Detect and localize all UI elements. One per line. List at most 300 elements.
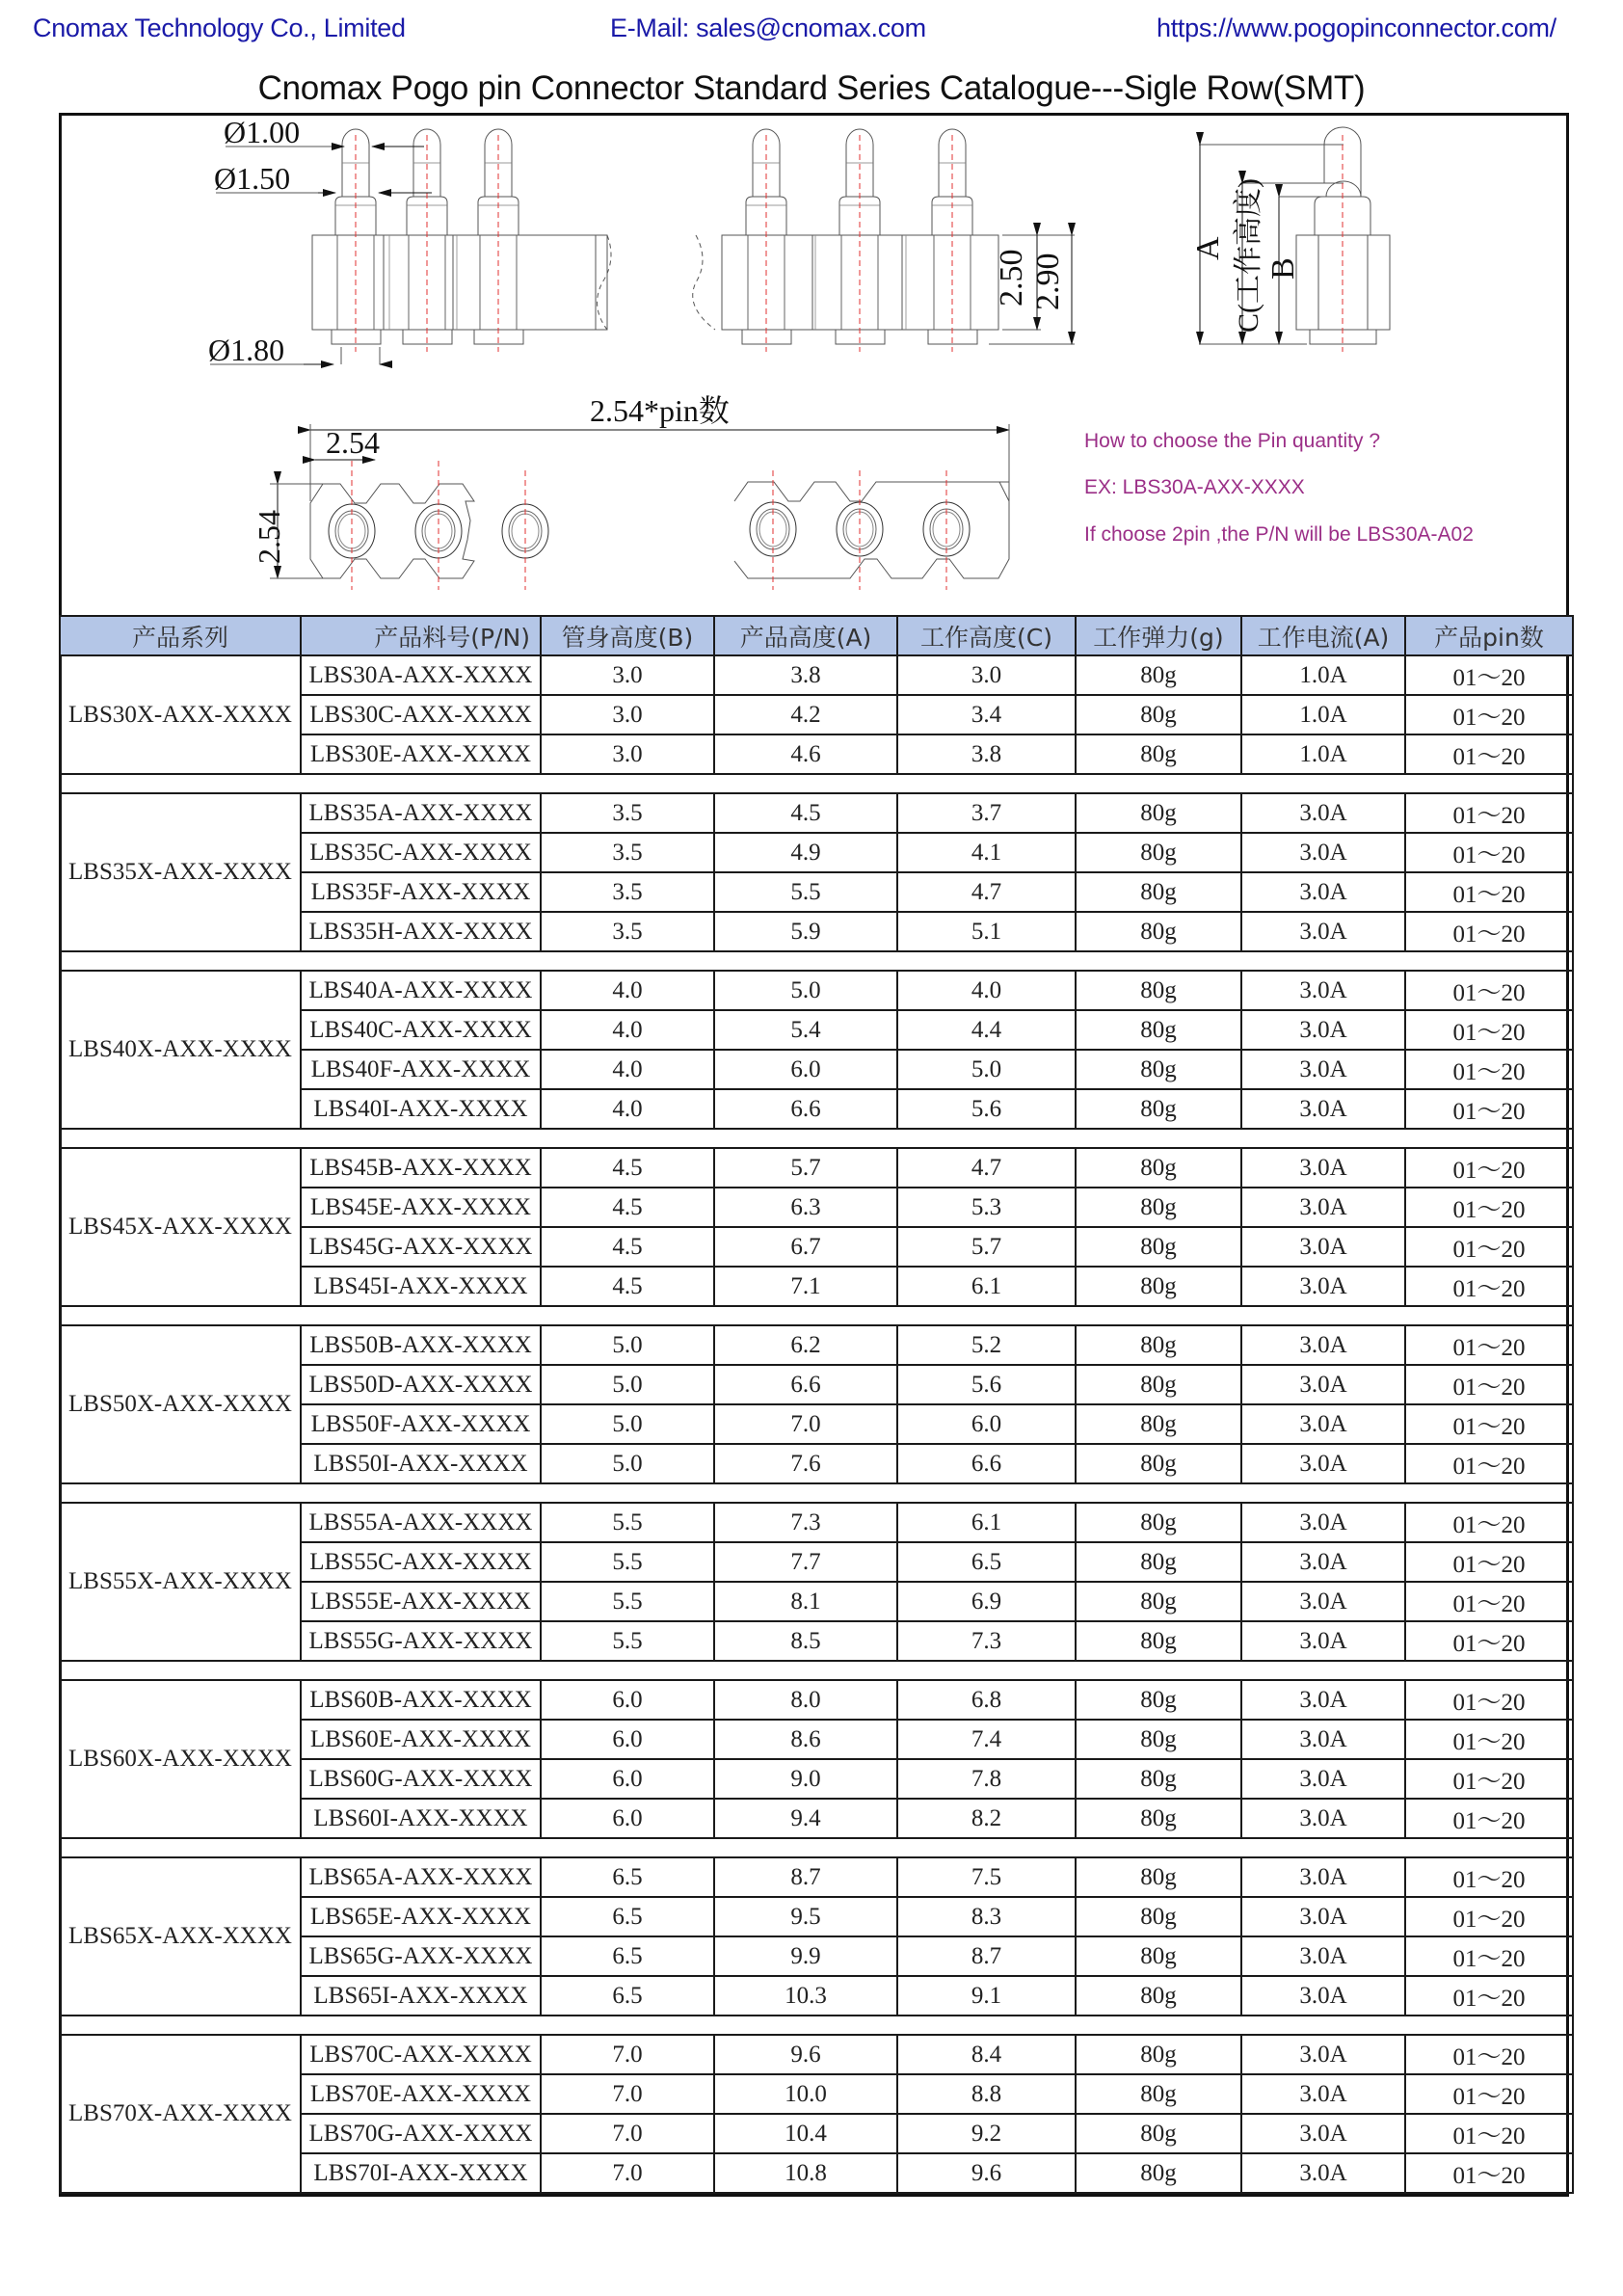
svg-text:2.54: 2.54: [252, 510, 286, 564]
right-pin-group: [693, 129, 1075, 352]
spring-force-cell: 80g: [1076, 1582, 1241, 1621]
current-cell: 3.0A: [1241, 1365, 1405, 1404]
pin-count-cell: 01～20: [1405, 1720, 1573, 1759]
group-spacer-row: [60, 774, 1573, 793]
spring-force-cell: 80g: [1076, 1444, 1241, 1483]
left-pin-group: [312, 129, 611, 352]
product-height-cell: 9.6: [714, 2035, 897, 2074]
spring-force-cell: 80g: [1076, 1857, 1241, 1897]
part-number-cell: LBS35A-AXX-XXXX: [301, 793, 541, 833]
current-cell: 3.0A: [1241, 2074, 1405, 2114]
part-number-cell: LBS60E-AXX-XXXX: [301, 1720, 541, 1759]
current-cell: 3.0A: [1241, 1089, 1405, 1129]
current-cell: 3.0A: [1241, 1325, 1405, 1365]
svg-text:2.90: 2.90: [1030, 253, 1066, 310]
current-cell: 3.0A: [1241, 971, 1405, 1010]
current-cell: 3.0A: [1241, 872, 1405, 912]
pin-count-cell: 01～20: [1405, 734, 1573, 774]
current-cell: 3.0A: [1241, 1759, 1405, 1799]
working-height-cell: 9.6: [897, 2153, 1076, 2193]
spring-force-cell: 80g: [1076, 1621, 1241, 1661]
table-row: [60, 1148, 1573, 1188]
product-height-cell: 4.6: [714, 734, 897, 774]
part-number-cell: LBS45G-AXX-XXXX: [301, 1227, 541, 1267]
tube-height-cell: 3.5: [541, 912, 714, 951]
spacer-cell: [60, 2016, 1573, 2035]
working-height-cell: 5.2: [897, 1325, 1076, 1365]
working-height-cell: 4.7: [897, 872, 1076, 912]
spring-force-cell: 80g: [1076, 1227, 1241, 1267]
spring-force-cell: 80g: [1076, 872, 1241, 912]
product-height-cell: 6.2: [714, 1325, 897, 1365]
current-cell: 3.0A: [1241, 1010, 1405, 1050]
pin-count-cell: 01～20: [1405, 2153, 1573, 2193]
tube-height-cell: 4.5: [541, 1188, 714, 1227]
tube-height-cell: 5.5: [541, 1542, 714, 1582]
part-number-cell: LBS35H-AXX-XXXX: [301, 912, 541, 951]
spring-force-cell: 80g: [1076, 1799, 1241, 1838]
spring-force-cell: 80g: [1076, 2074, 1241, 2114]
pin-count-cell: 01～20: [1405, 695, 1573, 734]
working-height-cell: 5.6: [897, 1365, 1076, 1404]
series-cell: LBS40X-AXX-XXXX: [60, 971, 301, 1129]
working-height-cell: 7.3: [897, 1621, 1076, 1661]
dim-height-250: 2.50: [994, 249, 1029, 307]
working-height-cell: 4.4: [897, 1010, 1076, 1050]
tube-height-cell: 6.0: [541, 1720, 714, 1759]
product-height-cell: 9.5: [714, 1897, 897, 1936]
current-cell: 3.0A: [1241, 1444, 1405, 1483]
pin-count-cell: 01～20: [1405, 1897, 1573, 1936]
tube-height-cell: 6.0: [541, 1759, 714, 1799]
tube-height-cell: 5.0: [541, 1325, 714, 1365]
product-height-cell: 10.3: [714, 1976, 897, 2016]
catalogue-table: [59, 615, 1574, 2194]
product-height-cell: 5.0: [714, 971, 897, 1010]
side-view: [1190, 127, 1390, 352]
series-cell: LBS50X-AXX-XXXX: [60, 1325, 301, 1483]
website-link[interactable]: https://www.pogopinconnector.com/: [1157, 13, 1556, 42]
tube-height-cell: 4.5: [541, 1148, 714, 1188]
current-cell: 3.0A: [1241, 1936, 1405, 1976]
product-height-cell: 5.5: [714, 872, 897, 912]
pin-count-cell: 01～20: [1405, 1936, 1573, 1976]
part-number-cell: LBS40C-AXX-XXXX: [301, 1010, 541, 1050]
tube-height-cell: 5.0: [541, 1404, 714, 1444]
current-cell: 3.0A: [1241, 2035, 1405, 2074]
working-height-cell: 3.4: [897, 695, 1076, 734]
table-row: [60, 1503, 1573, 1542]
product-height-cell: 10.0: [714, 2074, 897, 2114]
col-header-pin-count: 产品pin数: [1405, 616, 1573, 655]
current-cell: 1.0A: [1241, 734, 1405, 774]
tube-height-cell: 3.5: [541, 793, 714, 833]
working-height-cell: 9.2: [897, 2114, 1076, 2153]
spring-force-cell: 80g: [1076, 1720, 1241, 1759]
svg-text:Ø1.50: Ø1.50: [214, 161, 291, 196]
spring-force-cell: 80g: [1076, 1542, 1241, 1582]
table-row: [60, 793, 1573, 833]
product-height-cell: 8.7: [714, 1857, 897, 1897]
spring-force-cell: 80g: [1076, 1089, 1241, 1129]
product-height-cell: 7.3: [714, 1503, 897, 1542]
col-header-tube-height: 管身高度(B): [541, 616, 714, 655]
current-cell: 1.0A: [1241, 695, 1405, 734]
part-number-cell: LBS40F-AXX-XXXX: [301, 1050, 541, 1089]
part-number-cell: LBS55A-AXX-XXXX: [301, 1503, 541, 1542]
series-cell: LBS55X-AXX-XXXX: [60, 1503, 301, 1661]
working-height-cell: 6.1: [897, 1503, 1076, 1542]
pin-count-cell: 01～20: [1405, 833, 1573, 872]
tube-height-cell: 3.0: [541, 695, 714, 734]
spring-force-cell: 80g: [1076, 695, 1241, 734]
series-cell: LBS70X-AXX-XXXX: [60, 2035, 301, 2193]
current-cell: 3.0A: [1241, 1267, 1405, 1306]
spring-force-cell: 80g: [1076, 1267, 1241, 1306]
tube-height-cell: 7.0: [541, 2074, 714, 2114]
svg-text:A: A: [1190, 236, 1226, 260]
working-height-cell: 7.4: [897, 1720, 1076, 1759]
spring-force-cell: 80g: [1076, 1680, 1241, 1720]
spring-force-cell: 80g: [1076, 1897, 1241, 1936]
tube-height-cell: 5.0: [541, 1444, 714, 1483]
pin-count-cell: 01～20: [1405, 1227, 1573, 1267]
working-height-cell: 8.2: [897, 1799, 1076, 1838]
part-number-cell: LBS65G-AXX-XXXX: [301, 1936, 541, 1976]
working-height-cell: 4.1: [897, 833, 1076, 872]
pin-count-cell: 01～20: [1405, 2074, 1573, 2114]
working-height-cell: 5.1: [897, 912, 1076, 951]
group-spacer-row: [60, 1661, 1573, 1680]
part-number-cell: LBS65E-AXX-XXXX: [301, 1897, 541, 1936]
pin-count-cell: 01～20: [1405, 1621, 1573, 1661]
spacer-cell: [60, 1661, 1573, 1680]
pin-count-cell: 01～20: [1405, 1976, 1573, 2016]
product-height-cell: 8.6: [714, 1720, 897, 1759]
current-cell: 3.0A: [1241, 1188, 1405, 1227]
tube-height-cell: 6.0: [541, 1680, 714, 1720]
current-cell: 3.0A: [1241, 1227, 1405, 1267]
pin-count-cell: 01～20: [1405, 1542, 1573, 1582]
current-cell: 3.0A: [1241, 1582, 1405, 1621]
pin-count-cell: 01～20: [1405, 1799, 1573, 1838]
col-header-current: 工作电流(A): [1241, 616, 1405, 655]
spring-force-cell: 80g: [1076, 1365, 1241, 1404]
pin-count-cell: 01～20: [1405, 1680, 1573, 1720]
tube-height-cell: 6.5: [541, 1976, 714, 2016]
product-height-cell: 7.1: [714, 1267, 897, 1306]
group-spacer-row: [60, 951, 1573, 971]
working-height-cell: 8.4: [897, 2035, 1076, 2074]
current-cell: 3.0A: [1241, 1621, 1405, 1661]
pin-count-cell: 01～20: [1405, 1759, 1573, 1799]
company-name: Cnomax Technology Co., Limited: [33, 13, 406, 42]
part-number-cell: LBS35C-AXX-XXXX: [301, 833, 541, 872]
current-cell: 3.0A: [1241, 1976, 1405, 2016]
working-height-cell: 6.0: [897, 1404, 1076, 1444]
col-header-part-number: 产品料号(P/N): [301, 616, 541, 655]
product-height-cell: 6.6: [714, 1089, 897, 1129]
working-height-cell: 5.0: [897, 1050, 1076, 1089]
part-number-cell: LBS55G-AXX-XXXX: [301, 1621, 541, 1661]
part-number-cell: LBS45B-AXX-XXXX: [301, 1148, 541, 1188]
spring-force-cell: 80g: [1076, 1404, 1241, 1444]
pin-quantity-question: How to choose the Pin quantity ?: [1084, 430, 1381, 452]
spring-force-cell: 80g: [1076, 1050, 1241, 1089]
working-height-cell: 5.7: [897, 1227, 1076, 1267]
series-cell: LBS30X-AXX-XXXX: [60, 655, 301, 774]
working-height-cell: 5.6: [897, 1089, 1076, 1129]
spacer-cell: [60, 1129, 1573, 1148]
tube-height-cell: 6.5: [541, 1857, 714, 1897]
tube-height-cell: 5.5: [541, 1621, 714, 1661]
current-cell: 3.0A: [1241, 1404, 1405, 1444]
spring-force-cell: 80g: [1076, 1759, 1241, 1799]
current-cell: 3.0A: [1241, 1050, 1405, 1089]
series-cell: LBS65X-AXX-XXXX: [60, 1857, 301, 2016]
current-cell: 3.0A: [1241, 1897, 1405, 1936]
product-height-cell: 9.0: [714, 1759, 897, 1799]
part-number-cell: LBS50F-AXX-XXXX: [301, 1404, 541, 1444]
pin-count-cell: 01～20: [1405, 2035, 1573, 2074]
product-height-cell: 8.5: [714, 1621, 897, 1661]
product-height-cell: 7.6: [714, 1444, 897, 1483]
tube-height-cell: 3.0: [541, 734, 714, 774]
spring-force-cell: 80g: [1076, 1936, 1241, 1976]
spring-force-cell: 80g: [1076, 1503, 1241, 1542]
current-cell: 3.0A: [1241, 1720, 1405, 1759]
tube-height-cell: 5.5: [541, 1582, 714, 1621]
pin-count-cell: 01～20: [1405, 1267, 1573, 1306]
pin-count-cell: 01～20: [1405, 655, 1573, 695]
spacer-cell: [60, 774, 1573, 793]
working-height-cell: 4.7: [897, 1148, 1076, 1188]
tube-height-cell: 4.0: [541, 1089, 714, 1129]
spring-force-cell: 80g: [1076, 1188, 1241, 1227]
working-height-cell: 6.5: [897, 1542, 1076, 1582]
current-cell: 3.0A: [1241, 1542, 1405, 1582]
working-height-cell: 6.9: [897, 1582, 1076, 1621]
product-height-cell: 4.9: [714, 833, 897, 872]
spring-force-cell: 80g: [1076, 1976, 1241, 2016]
working-height-cell: 6.1: [897, 1267, 1076, 1306]
tube-height-cell: 5.0: [541, 1365, 714, 1404]
part-number-cell: LBS35F-AXX-XXXX: [301, 872, 541, 912]
spring-force-cell: 80g: [1076, 1325, 1241, 1365]
product-height-cell: 9.9: [714, 1936, 897, 1976]
tube-height-cell: 3.5: [541, 833, 714, 872]
pin-count-cell: 01～20: [1405, 1050, 1573, 1089]
pin-count-cell: 01～20: [1405, 1404, 1573, 1444]
working-height-cell: 6.6: [897, 1444, 1076, 1483]
part-number-cell: LBS30C-AXX-XXXX: [301, 695, 541, 734]
working-height-cell: 3.8: [897, 734, 1076, 774]
col-header-spring-force: 工作弹力(g): [1076, 616, 1241, 655]
product-height-cell: 9.4: [714, 1799, 897, 1838]
product-height-cell: 4.5: [714, 793, 897, 833]
working-height-cell: 7.5: [897, 1857, 1076, 1897]
working-height-cell: 5.3: [897, 1188, 1076, 1227]
spring-force-cell: 80g: [1076, 1010, 1241, 1050]
group-spacer-row: [60, 1306, 1573, 1325]
pin-count-cell: 01～20: [1405, 1148, 1573, 1188]
part-number-cell: LBS45I-AXX-XXXX: [301, 1267, 541, 1306]
pin-count-cell: 01～20: [1405, 1503, 1573, 1542]
working-height-cell: 4.0: [897, 971, 1076, 1010]
table-row: [60, 1857, 1573, 1897]
current-cell: 3.0A: [1241, 2114, 1405, 2153]
current-cell: 3.0A: [1241, 1503, 1405, 1542]
part-number-cell: LBS70I-AXX-XXXX: [301, 2153, 541, 2193]
part-number-cell: LBS70G-AXX-XXXX: [301, 2114, 541, 2153]
part-number-cell: LBS50I-AXX-XXXX: [301, 1444, 541, 1483]
current-cell: 1.0A: [1241, 655, 1405, 695]
part-number-cell: LBS55C-AXX-XXXX: [301, 1542, 541, 1582]
pin-count-cell: 01～20: [1405, 872, 1573, 912]
group-spacer-row: [60, 1838, 1573, 1857]
part-number-cell: LBS65I-AXX-XXXX: [301, 1976, 541, 2016]
pin-quantity-explanation: If choose 2pin ,the P/N will be LBS30A-A02: [1084, 523, 1474, 546]
tube-height-cell: 6.5: [541, 1936, 714, 1976]
tube-height-cell: 7.0: [541, 2114, 714, 2153]
pin-count-cell: 01～20: [1405, 2114, 1573, 2153]
table-row: [60, 1680, 1573, 1720]
product-height-cell: 6.6: [714, 1365, 897, 1404]
product-height-cell: 10.4: [714, 2114, 897, 2153]
tube-height-cell: 3.5: [541, 872, 714, 912]
table-row: [60, 1325, 1573, 1365]
current-cell: 3.0A: [1241, 833, 1405, 872]
current-cell: 3.0A: [1241, 1799, 1405, 1838]
part-number-cell: LBS50B-AXX-XXXX: [301, 1325, 541, 1365]
part-number-cell: LBS70E-AXX-XXXX: [301, 2074, 541, 2114]
table-header-row: [60, 616, 1573, 655]
pin-count-cell: 01～20: [1405, 1089, 1573, 1129]
spring-force-cell: 80g: [1076, 655, 1241, 695]
svg-text:C(工作高度): C(工作高度): [1233, 178, 1264, 333]
pin-count-cell: 01～20: [1405, 793, 1573, 833]
pin-count-cell: 01～20: [1405, 1188, 1573, 1227]
pin-count-cell: 01～20: [1405, 1365, 1573, 1404]
pin-count-cell: 01～20: [1405, 1010, 1573, 1050]
series-cell: LBS45X-AXX-XXXX: [60, 1148, 301, 1306]
pin-count-cell: 01～20: [1405, 1582, 1573, 1621]
col-header-series: 产品系列: [60, 616, 301, 655]
tube-height-cell: 6.5: [541, 1897, 714, 1936]
pin-count-cell: 01～20: [1405, 1444, 1573, 1483]
part-number-cell: LBS70C-AXX-XXXX: [301, 2035, 541, 2074]
part-number-cell: LBS60G-AXX-XXXX: [301, 1759, 541, 1799]
current-cell: 3.0A: [1241, 912, 1405, 951]
product-height-cell: 5.7: [714, 1148, 897, 1188]
top-view: [252, 393, 1009, 590]
part-number-cell: LBS40A-AXX-XXXX: [301, 971, 541, 1010]
series-cell: LBS35X-AXX-XXXX: [60, 793, 301, 951]
part-number-cell: LBS30A-AXX-XXXX: [301, 655, 541, 695]
current-cell: 3.0A: [1241, 2153, 1405, 2193]
spacer-cell: [60, 1838, 1573, 1857]
svg-text:B: B: [1265, 257, 1301, 280]
part-number-cell: LBS55E-AXX-XXXX: [301, 1582, 541, 1621]
svg-text:Ø1.00: Ø1.00: [224, 116, 301, 149]
working-height-cell: 8.3: [897, 1897, 1076, 1936]
part-number-cell: LBS40I-AXX-XXXX: [301, 1089, 541, 1129]
current-cell: 3.0A: [1241, 1148, 1405, 1188]
part-number-cell: LBS65A-AXX-XXXX: [301, 1857, 541, 1897]
product-height-cell: 4.2: [714, 695, 897, 734]
group-spacer-row: [60, 1129, 1573, 1148]
tube-height-cell: 7.0: [541, 2035, 714, 2074]
series-cell: LBS60X-AXX-XXXX: [60, 1680, 301, 1838]
table-row: [60, 655, 1573, 695]
pin-count-cell: 01～20: [1405, 1857, 1573, 1897]
product-height-cell: 5.4: [714, 1010, 897, 1050]
spring-force-cell: 80g: [1076, 2153, 1241, 2193]
working-height-cell: 3.0: [897, 655, 1076, 695]
product-height-cell: 7.0: [714, 1404, 897, 1444]
product-height-cell: 5.9: [714, 912, 897, 951]
product-height-cell: 3.8: [714, 655, 897, 695]
working-height-cell: 9.1: [897, 1976, 1076, 2016]
product-height-cell: 6.0: [714, 1050, 897, 1089]
spring-force-cell: 80g: [1076, 2035, 1241, 2074]
product-height-cell: 10.8: [714, 2153, 897, 2193]
product-height-cell: 6.7: [714, 1227, 897, 1267]
product-height-cell: 7.7: [714, 1542, 897, 1582]
tube-height-cell: 6.0: [541, 1799, 714, 1838]
group-spacer-row: [60, 2016, 1573, 2035]
working-height-cell: 8.8: [897, 2074, 1076, 2114]
part-number-cell: LBS60B-AXX-XXXX: [301, 1680, 541, 1720]
current-cell: 3.0A: [1241, 1857, 1405, 1897]
spring-force-cell: 80g: [1076, 2114, 1241, 2153]
tube-height-cell: 4.5: [541, 1267, 714, 1306]
tube-height-cell: 4.0: [541, 971, 714, 1010]
pin-count-cell: 01～20: [1405, 971, 1573, 1010]
working-height-cell: 6.8: [897, 1680, 1076, 1720]
table-row: [60, 971, 1573, 1010]
pin-quantity-example: EX: LBS30A-AXX-XXXX: [1084, 476, 1305, 498]
spring-force-cell: 80g: [1076, 793, 1241, 833]
spring-force-cell: 80g: [1076, 912, 1241, 951]
pin-count-cell: 01～20: [1405, 912, 1573, 951]
current-cell: 3.0A: [1241, 1680, 1405, 1720]
spring-force-cell: 80g: [1076, 833, 1241, 872]
group-spacer-row: [60, 1483, 1573, 1503]
svg-text:2.54: 2.54: [326, 425, 380, 460]
spring-force-cell: 80g: [1076, 971, 1241, 1010]
svg-text:2.54*pin数: 2.54*pin数: [590, 393, 730, 428]
product-height-cell: 6.3: [714, 1188, 897, 1227]
tube-height-cell: 5.5: [541, 1503, 714, 1542]
spacer-cell: [60, 1306, 1573, 1325]
svg-text:Ø1.80: Ø1.80: [208, 333, 285, 367]
spacer-cell: [60, 1483, 1573, 1503]
tube-height-cell: 4.0: [541, 1010, 714, 1050]
tube-height-cell: 4.5: [541, 1227, 714, 1267]
product-height-cell: 8.0: [714, 1680, 897, 1720]
product-height-cell: 8.1: [714, 1582, 897, 1621]
tube-height-cell: 3.0: [541, 655, 714, 695]
working-height-cell: 8.7: [897, 1936, 1076, 1976]
spring-force-cell: 80g: [1076, 734, 1241, 774]
working-height-cell: 7.8: [897, 1759, 1076, 1799]
working-height-cell: 3.7: [897, 793, 1076, 833]
pin-count-cell: 01～20: [1405, 1325, 1573, 1365]
contact-email[interactable]: E-Mail: sales@cnomax.com: [610, 13, 926, 42]
part-number-cell: LBS45E-AXX-XXXX: [301, 1188, 541, 1227]
col-header-working-height: 工作高度(C): [897, 616, 1076, 655]
